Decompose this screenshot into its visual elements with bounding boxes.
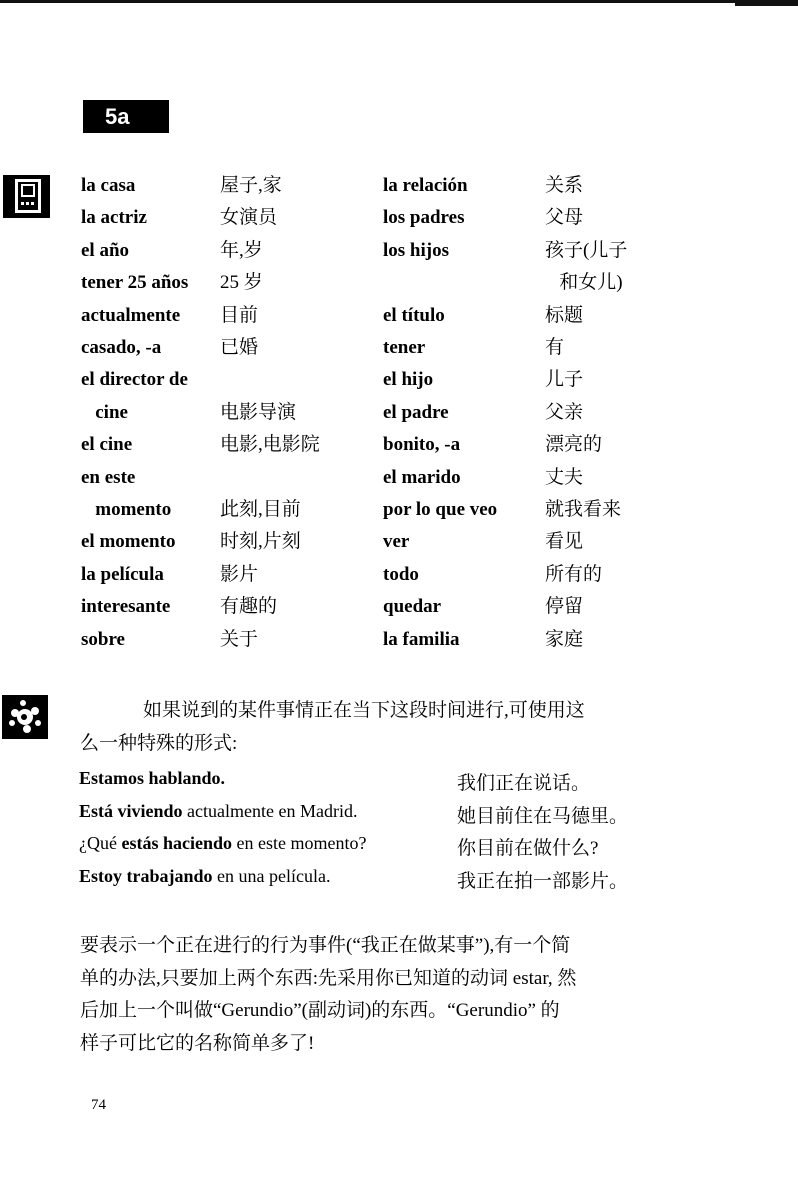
vocab-row [0,235,798,267]
chinese-translation: 女演员 [220,207,278,229]
chinese-translation: 时刻,片刻 [220,531,301,553]
vocab-row [0,526,798,558]
example-spanish [79,801,357,822]
chinese-translation: 就我看来 [545,499,622,520]
chinese-translation: 孩子(儿子 [545,239,628,261]
spanish-term: el cine [81,434,133,456]
chinese-translation: 此刻,目前 [220,499,301,520]
chinese-translation: 关系 [545,175,584,196]
spanish-term: el momento [81,531,176,553]
vocab-row [0,364,798,396]
chinese-translation: 标题 [545,304,584,326]
chinese-translation: 目前 [220,304,259,326]
chinese-translation: 年,岁 [220,239,263,261]
spanish-term: tener 25 años [81,272,189,294]
spanish-term: los padres [383,207,465,229]
chinese-translation: 停留 [545,596,584,618]
example-verb-phrase: Está viviendo [79,800,183,821]
chinese-translation: 25 岁 [220,272,263,294]
explanation-line: 样子可比它的名称简单多了! [80,1033,315,1054]
spanish-term: quedar [383,596,442,618]
example-spanish [79,833,366,854]
spanish-term: la actriz [81,207,147,229]
explanation-line: 要表示一个正在进行的行为事件(“我正在做某事”),有一个简 [80,935,571,956]
vocab-row [0,397,798,429]
vocab-row [0,462,798,494]
section-badge: 5a [83,100,169,133]
spanish-term: cine [81,401,128,423]
chinese-translation: 电影,电影院 [220,434,320,456]
spanish-term: el año [81,239,130,261]
vocab-row [0,559,798,591]
chinese-translation: 父母 [545,207,584,229]
chinese-translation: 漂亮的 [545,434,603,456]
chinese-translation: 儿子 [545,369,584,391]
chinese-translation: 看见 [545,531,584,553]
example-chinese: 我正在拍一部影片。 [457,870,629,892]
top-edge-mark [735,0,798,6]
chinese-translation: 影片 [220,563,259,585]
chinese-translation: 屋子,家 [220,175,282,196]
spanish-term: ver [383,531,410,553]
spanish-term: el marido [383,466,461,488]
vocab-row [0,267,798,299]
grammar-intro-line: 如果说到的某件事情正在当下这段时间进行,可使用这 [143,700,585,721]
chinese-translation: 关于 [220,628,259,650]
spanish-term: la película [81,563,164,585]
chinese-translation: 所有的 [545,563,603,585]
spanish-term: todo [383,563,419,585]
example-verb-phrase: Estoy trabajando [79,865,213,886]
vocab-row [0,494,798,526]
vocab-row [0,300,798,332]
example-verb-phrase: estás haciendo [121,833,232,854]
chinese-translation: 家庭 [545,628,584,650]
spanish-term: sobre [81,628,125,650]
spanish-term: la relación [383,175,468,196]
vocab-row [0,429,798,461]
grammar-intro-line: 么一种特殊的形式: [80,733,238,754]
example-prefix: ¿Qué [79,833,122,854]
chinese-translation: 丈夫 [545,466,584,488]
spanish-term: casado, -a [81,337,162,358]
example-spanish [79,768,225,789]
explanation-line: 后加上一个叫做“Gerundio”(副动词)的东西。“Gerundio” 的 [80,1000,560,1021]
chinese-translation: 父亲 [545,401,584,423]
page-number: 74 [91,1097,106,1113]
spanish-term: interesante [81,596,171,618]
example-rest: en este momento? [232,833,367,854]
example-chinese: 你目前在做什么? [457,838,599,860]
vocab-row [0,170,798,202]
spanish-term: el padre [383,401,449,423]
vocab-row [0,332,798,364]
spanish-term: actualmente [81,304,181,326]
chinese-translation: 有 [545,337,565,358]
spanish-term: el hijo [383,369,434,391]
chinese-translation: 电影导演 [220,401,297,423]
top-border [0,0,798,3]
spanish-term: los hijos [383,239,449,261]
spanish-term: por lo que veo [383,499,498,520]
example-rest: actualmente en Madrid. [182,800,358,821]
puzzle-grammar-icon [2,695,48,739]
spanish-term: tener [383,337,426,358]
chinese-translation: 有趣的 [220,596,278,618]
example-verb-phrase: Estamos hablando. [79,768,226,788]
spanish-term: bonito, -a [383,434,461,456]
example-chinese: 她目前住在马德里。 [457,805,629,827]
example-rest: en una película. [212,865,331,886]
spanish-term: la familia [383,628,460,650]
example-chinese: 我们正在说话。 [457,773,591,794]
spanish-term: el director de [81,369,188,391]
example-spanish [79,866,330,887]
vocab-row [0,624,798,656]
spanish-term: la casa [81,175,136,196]
spanish-term: el título [383,304,445,326]
vocab-row [0,202,798,234]
chinese-translation: 已婚 [220,337,259,358]
vocab-row [0,591,798,623]
explanation-line: 单的办法,只要加上两个东西:先采用你已知道的动词 estar, 然 [80,968,577,989]
spanish-term: en este [81,466,136,488]
spanish-term: momento [81,499,172,520]
chinese-translation: 和女儿) [545,272,623,294]
